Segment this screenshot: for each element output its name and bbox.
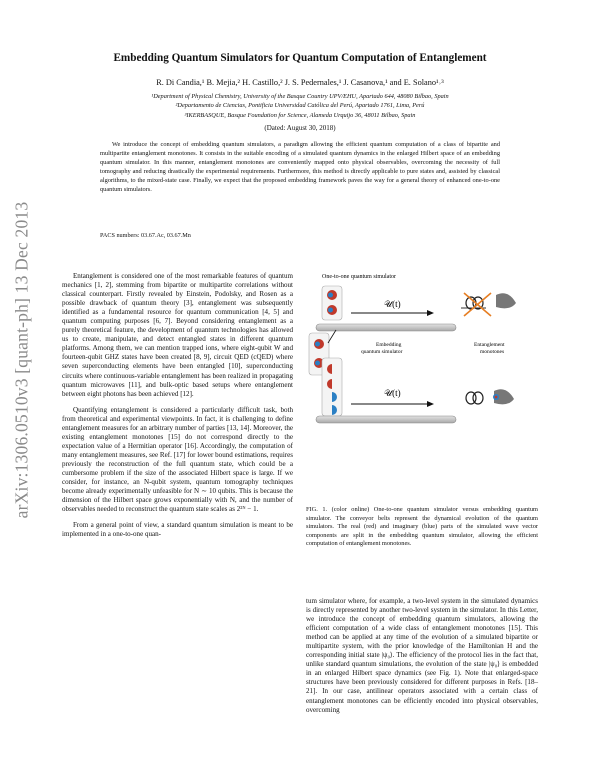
affiliation-1: ¹Department of Physical Chemistry, University of the Basque Country UPV/EHU, Apartado 644, 48080 Bilbao, Spain xyxy=(151,93,449,100)
pacs-numbers: PACS numbers: 03.67.Ac, 03.67.Mn xyxy=(100,232,191,239)
qubit-box-bottom xyxy=(322,358,342,416)
paragraph-3: From a general point of view, a standard quantum simulation is meant to be implemented in a one-to-one quan- xyxy=(62,521,293,539)
label-monotones: Entanglement monotones xyxy=(474,342,505,355)
qubit-box-top xyxy=(322,286,342,320)
arxiv-stamp: arXiv:1306.0510v3 [quant-ph] 13 Dec 2013 xyxy=(11,201,32,519)
paragraph-2: Quantifying entanglement is considered a particularly difficult task, both from theoretical and experimental viewpoints. In fact, it is challenging to define entanglement measures for an arbitrary number of parties [13, 14]. Moreover, the existing entanglement monotones [15] do not correspond directly to the expectation value of a Hermitian operator [16]. Accordingly, the computation of many entanglement measures, see Ref. [17] for lower bound estimations, requires previously the reconstruction of the full quantum state, which could be a cumbersome problem if the size of the associated Hilbert space is large. If we consider, for instance, an N-qubit system, quantum tomography techniques become already experimentally unfeasible for N ∼ 10 qubits. This is because the dimension of the Hilbert space grows exponentially with N, and the number of observables needed to reconstruct the quantum state scales as 2²ᴺ − 1. xyxy=(62,405,293,514)
affiliations xyxy=(60,92,540,120)
label-one-to-one: One-to-one quantum simulator xyxy=(322,274,396,280)
measurement-icon xyxy=(466,389,514,404)
label-embedding: Embedding quantum simulator xyxy=(361,342,403,355)
figure-caption: FIG. 1. (color online) One-to-one quantum simulator versus embedding quantum simulator. The conveyor belts represent the dynamical evolution of the quantum simulators. The real (red) and imaginary (blue) parts of the simulated wave vector components are split in the embedding quantum simulator, allowing the efficient computation of entanglement monotones. xyxy=(306,506,538,548)
operator-top: 𝒰(t) xyxy=(384,299,401,309)
conveyor-belt-bottom xyxy=(316,416,456,423)
figure-1 xyxy=(306,268,540,498)
paragraph-1: Entanglement is considered one of the most remarkable features of quantum mechanics [1, 2], stemming from bipartite or multipartite correlations without classical counterpart. Firstly revealed by Einstein, Podolsky, and Rosen as a possible drawback of quantum theory [3], entanglement was subsequently identified as a fundamental resource for quantum communication [4, 5] and quantum computing purposes [6, 7]. Beyond considering entanglement as a purely theoretical feature, the development of quantum technologies has allowed us to create, manipulate, and detect entangled states in different quantum platforms. Among them, we can mention trapped ions, where eight-qubit W and fourteen-qubit GHZ states have been created [8, 9], circuit QED (cQED) where seven superconducting elements have been entangled [10], superconducting circuits where continuous-variable entanglement has been realized in propagating quantum microwaves [11], and bulk-optic based setups where entanglement between eight photons has been achieved [12]. xyxy=(62,272,293,398)
operator-bottom: 𝒰(t) xyxy=(384,388,401,398)
left-column xyxy=(62,272,293,539)
right-column xyxy=(306,597,538,715)
paper-title: Embedding Quantum Simulators for Quantum Computation of Entanglement xyxy=(113,52,487,64)
affiliation-3: ³IKERBASQUE, Basque Foundation for Science, Alameda Urquijo 36, 48011 Bilbao, Spain xyxy=(184,111,416,119)
date-line: (Dated: August 30, 2018) xyxy=(264,124,336,132)
author-list: R. Di Candia,¹ B. Mejia,² H. Castillo,² J. S. Pedernales,¹ J. Casanova,¹ and E. Solano¹˒³ xyxy=(156,78,444,87)
affiliation-2: ²Departamento de Ciencias, Pontificia Universidad Católica del Perú, Apartado 1761, Lima, Perú xyxy=(175,102,425,110)
measurement-icon-crossed xyxy=(461,293,516,316)
abstract: We introduce the concept of embedding quantum simulators, a paradigm allowing the efficient quantum computation of a class of bipartite and multipartite entanglement monotones. It consists in the suitable encoding of a simulated quantum dynamics in the enlarged Hilbert space of an embedding quantum simulator. In this manner, entanglement monotones are conveniently mapped onto physical observables, overcoming the necessity of full tomography and reducing drastically the experimental requirements. Furthermore, this method is directly applicable to pure states and, assisted by classical algorithms, to the mixed-state case. Finally, we expect that the proposed embedding framework paves the way for a general theory of enhanced one-to-one quantum simulators. xyxy=(100,141,500,194)
conveyor-belt-top xyxy=(316,324,456,331)
paragraph-right: tum simulator where, for example, a two-level system in the simulated dynamics is directly represented by another two-level system in the simulator. In this Letter, we introduce the concept of embedding quantum simulators, allowing the efficient computation of a wide class of entanglement monotones [15]. This method can be applied at any time of the evolution of a simulated bipartite or multipartite system, with the prior knowledge of the Hamiltonian H and the corresponding initial state |ψ₀⟩. The efficiency of the protocol lies in the fact that, unlike standard quantum simulations, the evolution of the state |ψ₀⟩ is embedded in an enlarged Hilbert space dynamics (see Fig. 1). Note that enlarged-space structures have been previously considered for different purposes in Refs. [18–21]. In our case, antilinear operators associated with a certain class of entanglement monotones can be efficiently encoded into physical observables, overcoming xyxy=(306,597,538,714)
